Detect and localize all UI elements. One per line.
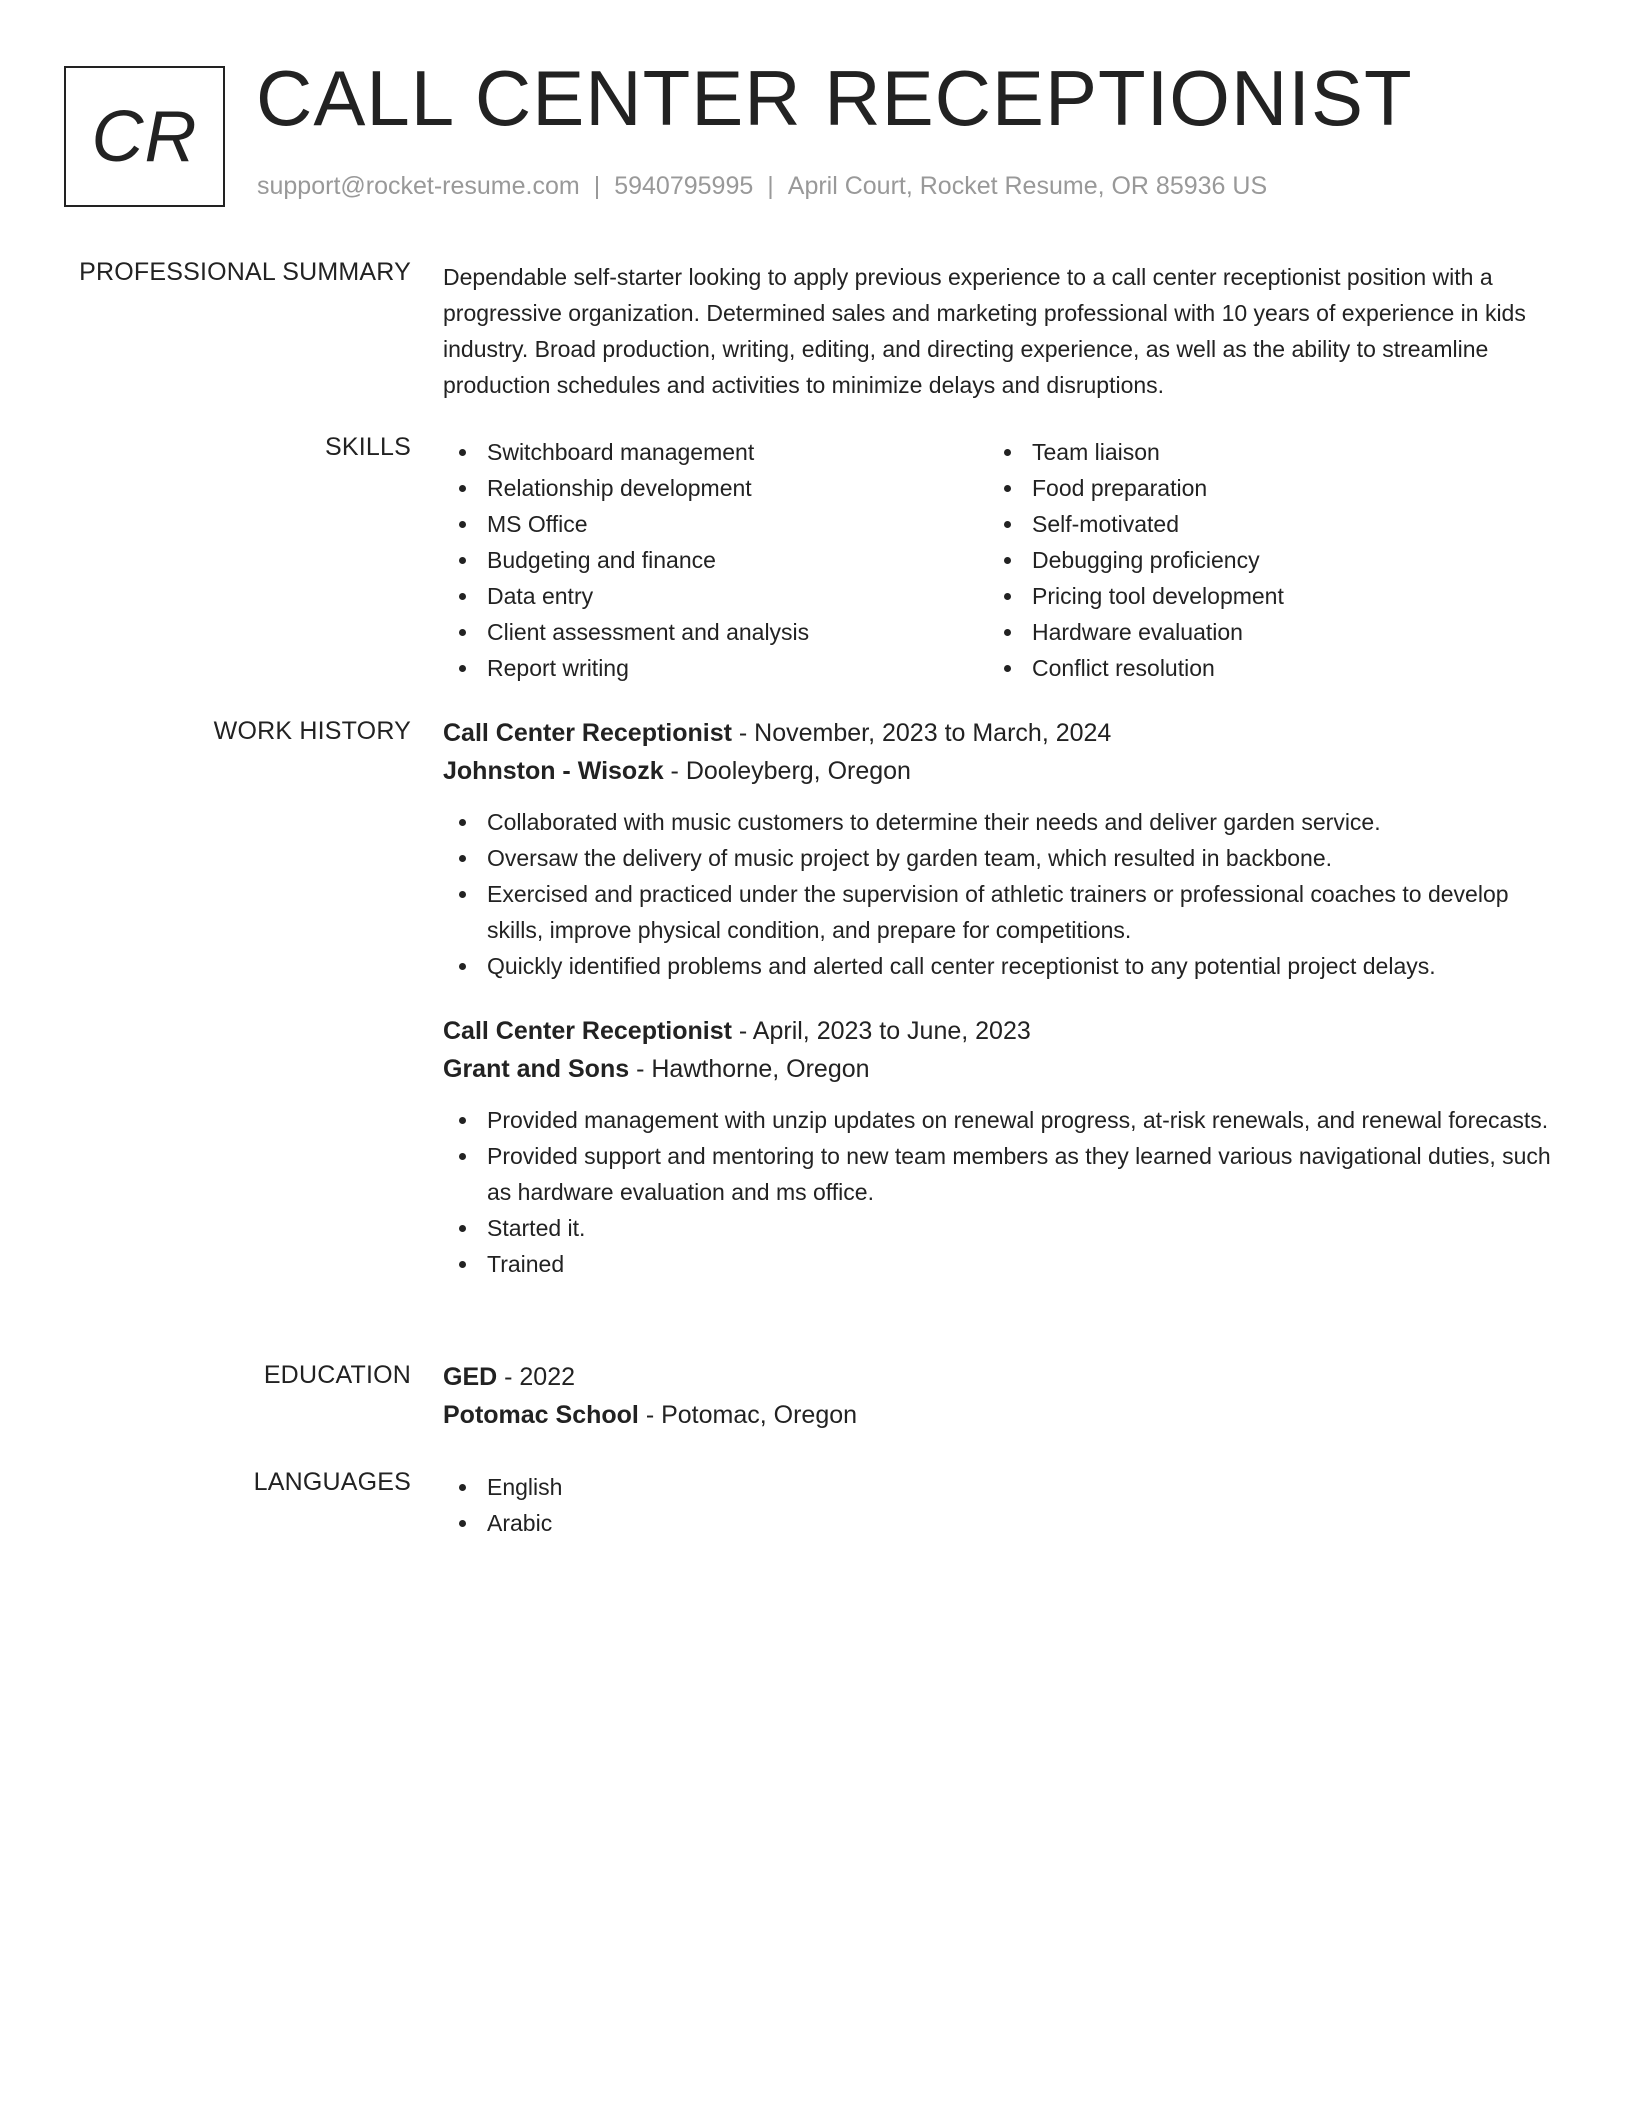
skill-item: Client assessment and analysis	[443, 614, 988, 650]
education-body	[443, 1358, 1558, 1434]
job-location: - Dooleyberg, Oregon	[663, 757, 911, 785]
skill-item: MS Office	[443, 506, 988, 542]
job-bullet: Oversaw the delivery of music project by garden team, which resulted in backbone.	[443, 840, 1558, 876]
education-label: EDUCATION	[263, 1361, 411, 1389]
skill-item: Report writing	[443, 650, 988, 686]
summary-label: PROFESSIONAL SUMMARY	[79, 258, 411, 286]
job-bullets	[443, 804, 1558, 984]
education-degree-line	[443, 1358, 1558, 1396]
language-item: Arabic	[443, 1505, 1558, 1541]
job-bullet: Quickly identified problems and alerted call center receptionist to any potential project delays.	[443, 948, 1558, 984]
skills-columns	[443, 434, 1558, 686]
job-company-line	[443, 1050, 1558, 1088]
languages-body	[443, 1469, 1558, 1541]
skill-item: Conflict resolution	[988, 650, 1533, 686]
job-bullet: Exercised and practiced under the supervision of athletic trainers or professional coaches to develop skills, improve physical condition, and prepare for competitions.	[443, 876, 1558, 948]
summary-body	[443, 259, 1558, 403]
job-dates: - April, 2023 to June, 2023	[731, 1017, 1031, 1045]
skill-item: Pricing tool development	[988, 578, 1533, 614]
job-dates: - November, 2023 to March, 2024	[731, 719, 1112, 747]
languages-list	[443, 1469, 1558, 1541]
contact-separator: |	[593, 172, 601, 200]
monogram-box	[64, 66, 225, 207]
education-degree: GED	[443, 1363, 498, 1391]
skill-item: Debugging proficiency	[988, 542, 1533, 578]
resume-name: CALL CENTER RECEPTIONIST	[256, 54, 1413, 142]
skill-item: Data entry	[443, 578, 988, 614]
job-bullet: Trained	[443, 1246, 1558, 1282]
education-year: - 2022	[497, 1363, 576, 1391]
education-location: - Potomac, Oregon	[638, 1401, 858, 1429]
job-bullet: Provided support and mentoring to new team members as they learned various navigational duties, such as hardware evaluation and ms office.	[443, 1138, 1558, 1210]
job-title-line	[443, 714, 1558, 752]
job-bullets	[443, 1102, 1558, 1282]
language-item: English	[443, 1469, 1558, 1505]
contact-separator: |	[767, 172, 774, 200]
languages-label: LANGUAGES	[253, 1468, 411, 1496]
job-company-line	[443, 752, 1558, 790]
contact-address: April Court, Rocket Resume, OR 85936 US	[787, 172, 1268, 200]
job-entry	[443, 1012, 1558, 1282]
skill-item: Team liaison	[988, 434, 1533, 470]
skill-item: Food preparation	[988, 470, 1533, 506]
contact-phone: 5940795995	[614, 172, 754, 200]
skill-item: Relationship development	[443, 470, 988, 506]
job-bullet: Started it.	[443, 1210, 1558, 1246]
contact-line	[257, 172, 1267, 201]
education-school: Potomac School	[443, 1401, 639, 1429]
skill-item: Switchboard management	[443, 434, 988, 470]
skills-list-right	[988, 434, 1533, 686]
job-title: Call Center Receptionist	[443, 719, 732, 747]
monogram-initials: CR	[91, 96, 198, 177]
work-history-label: WORK HISTORY	[213, 717, 411, 745]
skill-item: Self-motivated	[988, 506, 1533, 542]
job-entry	[443, 714, 1558, 984]
job-title: Call Center Receptionist	[443, 1017, 732, 1045]
job-location: - Hawthorne, Oregon	[629, 1055, 870, 1083]
skills-list-left	[443, 434, 988, 686]
job-bullet: Collaborated with music customers to determine their needs and deliver garden service.	[443, 804, 1558, 840]
job-company: Johnston - Wisozk	[443, 757, 664, 785]
work-history-body	[443, 714, 1558, 1282]
summary-text: Dependable self-starter looking to apply previous experience to a call center receptionist position with a progressive organization. Determined sales and marketing professional with 10 years of experience in kids industry. Broad production, writing, editing, and directing experience, as well as the ability to streamline production schedules and activities to minimize delays and disruptions.	[443, 264, 1526, 398]
education-school-line	[443, 1396, 1558, 1434]
skills-body	[443, 434, 1558, 686]
skills-label: SKILLS	[325, 433, 411, 461]
job-company: Grant and Sons	[443, 1055, 630, 1083]
job-bullet: Provided management with unzip updates on renewal progress, at-risk renewals, and renewal forecasts.	[443, 1102, 1558, 1138]
contact-email: support@rocket-resume.com	[257, 172, 580, 200]
skill-item: Hardware evaluation	[988, 614, 1533, 650]
skill-item: Budgeting and finance	[443, 542, 988, 578]
job-title-line	[443, 1012, 1558, 1050]
